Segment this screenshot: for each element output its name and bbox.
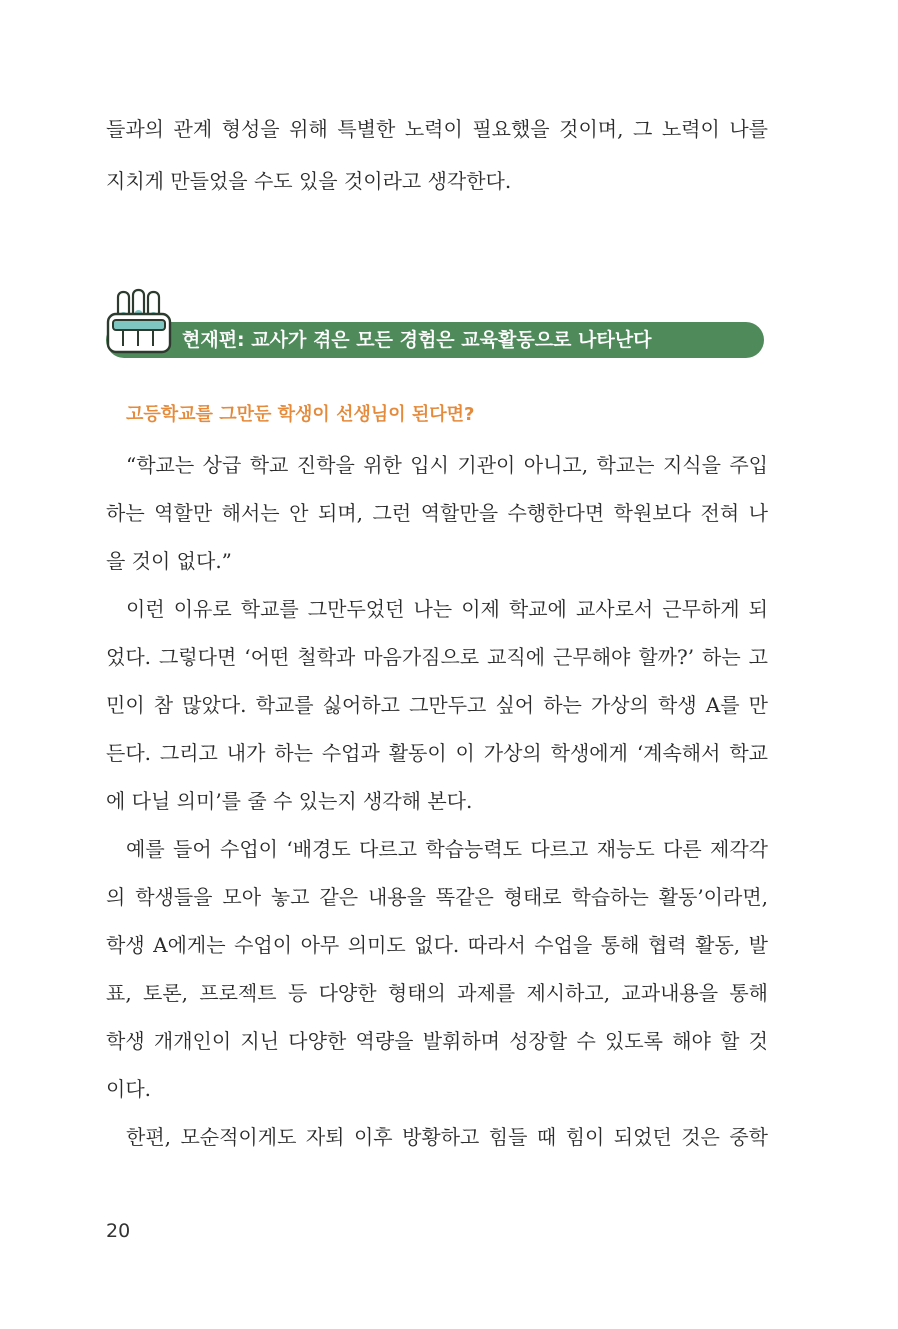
text-line: 든다. 그리고 내가 하는 수업과 활동이 이 가상의 학생에게 ‘계속해서 학교 [106,741,768,765]
text-line: 었다. 그렇다면 ‘어떤 철학과 마음가짐으로 교직에 근무해야 할까?’ 하는 고 [106,645,768,669]
text-line: 이다. [106,1077,151,1101]
text-line: “학교는 상급 학교 진학을 위한 입시 기관이 아니고, 학교는 지식을 주입 [126,453,768,477]
text-line: 표, 토론, 프로젝트 등 다양한 형태의 과제를 제시하고, 교과내용을 통해 [106,981,768,1005]
test-tubes-icon [104,286,178,358]
text-line: 하는 역할만 해서는 안 되며, 그런 역할만을 수행한다면 학원보다 전혀 나 [106,501,768,525]
section-title: 현재편: 교사가 겪은 모든 경험은 교육활동으로 나타난다 [182,329,652,351]
text-line: 한편, 모순적이게도 자퇴 이후 방황하고 힘들 때 힘이 되었던 것은 중학 [126,1125,768,1149]
text-line: 지치게 만들었을 수도 있을 것이라고 생각한다. [106,169,512,193]
text-line: 을 것이 없다.” [106,549,232,573]
text-line: 이런 이유로 학교를 그만두었던 나는 이제 학교에 교사로서 근무하게 되 [126,597,768,621]
text-line: 학생 A에게는 수업이 아무 의미도 없다. 따라서 수업을 통해 협력 활동, 발 [106,933,768,957]
subheading: 고등학교를 그만둔 학생이 선생님이 된다면? [126,404,475,425]
text-line: 들과의 관계 형성을 위해 특별한 노력이 필요했을 것이며, 그 노력이 나를 [106,117,768,141]
page-number: 20 [106,1220,131,1242]
text-line: 예를 들어 수업이 ‘배경도 다르고 학습능력도 다르고 재능도 다른 제각각 [126,837,768,861]
text-line: 학생 개개인이 지닌 다양한 역량을 발휘하며 성장할 수 있도록 해야 할 것 [106,1029,768,1053]
text-line: 에 다닐 의미’를 줄 수 있는지 생각해 본다. [106,789,473,813]
text-line: 의 학생들을 모아 놓고 같은 내용을 똑같은 형태로 학습하는 활동’이라면, [106,885,768,909]
text-line: 민이 참 많았다. 학교를 싫어하고 그만두고 싶어 하는 가상의 학생 A를 만 [106,693,768,717]
